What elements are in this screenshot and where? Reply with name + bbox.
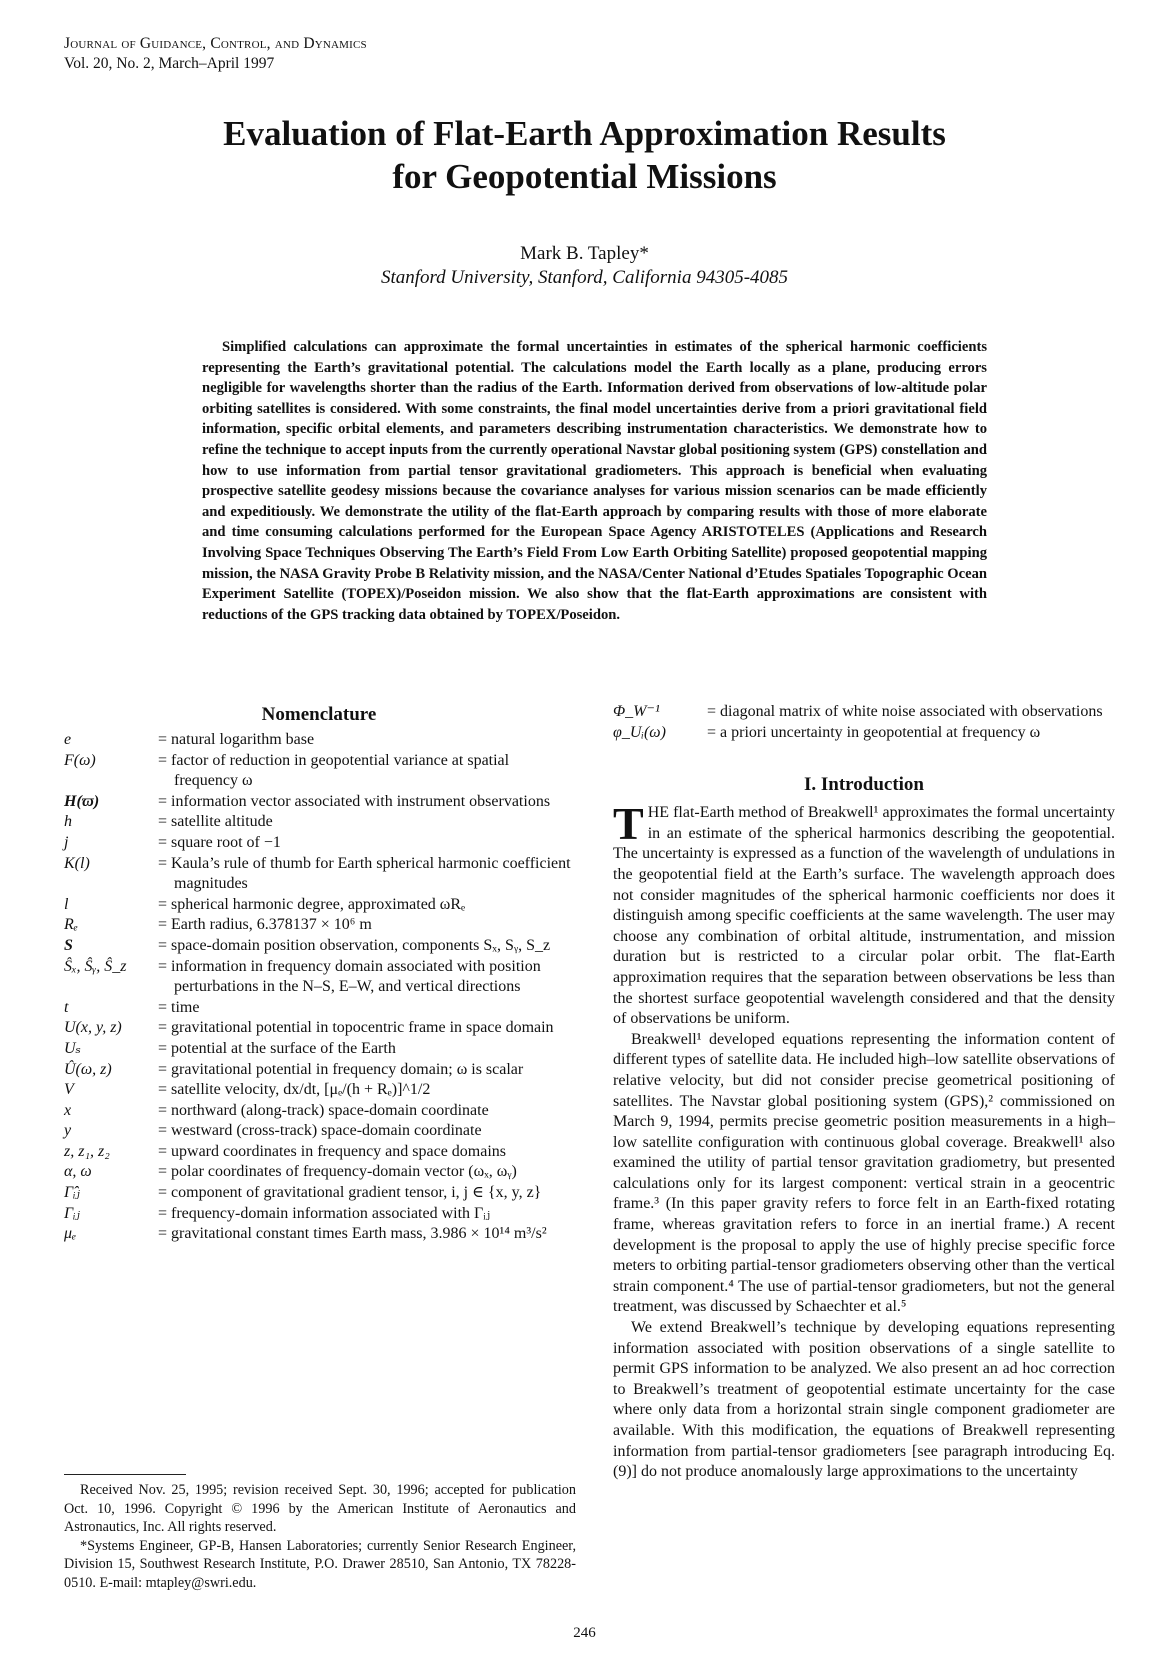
nomenclature-row (64, 792, 574, 813)
left-column (64, 702, 574, 1245)
nomenclature-row (64, 895, 574, 916)
journal-volume: Vol. 20, No. 2, March–April 1997 (64, 55, 275, 72)
nomenclature-definition: = gravitational constant times Earth mass, 3.986 × 10¹⁴ m³/s² (158, 1225, 547, 1243)
nomenclature-definition: = time (158, 998, 200, 1016)
nomenclature-symbol: Ŝₓ, Ŝᵧ, Ŝ_z (64, 957, 127, 975)
nomenclature-symbol: H(ϖ) (64, 792, 100, 810)
nomenclature-heading: Nomenclature (261, 704, 377, 725)
nomenclature-row (64, 1121, 574, 1142)
introduction-body (613, 798, 1115, 1483)
nomenclature-symbol: y (64, 1122, 72, 1140)
footnote-author: *Systems Engineer, GP-B, Hansen Laboratories; currently Senior Research Engineer, Division 15, Southwest Research Institute, P.O. Drawer 28510, San Antonio, TX 78228-0510. E-mail: mtapley@swri.edu. (64, 1537, 576, 1591)
nomenclature-list-continued (613, 702, 1115, 743)
author-affiliation: Stanford University, Stanford, California 94305-4085 (380, 267, 789, 288)
nomenclature-definition: = gravitational potential in topocentric frame in space domain (158, 1019, 554, 1037)
intro-paragraph-1-text: HE flat-Earth method of Breakwell¹ approximates the formal uncertainty in an estimate of the spherical harmonics describing the geopotential. The uncertainty is expressed as a function of the wavelength of undulations in the geopotential field at the Earth’s surface. The wavelength approach does not consider magnitudes of the spherical harmonic coefficients nor does it distinguish among specific coefficients at the same wavelength. The user may choose any combination of orbital altitude, instrumentation, and mission duration but is restricted to a circular polar orbit. The flat-Earth approximation requires that the separation between observations be less than the shortest surface geopotential wavelength considered and that the density of observations be uniform. (613, 804, 1115, 1028)
nomenclature-row (64, 1142, 574, 1163)
nomenclature-definition: = spherical harmonic degree, approximated ωRₑ (158, 895, 466, 913)
nomenclature-definition: = square root of −1 (158, 833, 281, 851)
nomenclature-symbol: U(x, y, z) (64, 1019, 122, 1037)
nomenclature-row (64, 1183, 574, 1204)
nomenclature-symbol: S (64, 936, 73, 954)
nomenclature-definition: = natural logarithm base (158, 731, 315, 748)
footnote-rule (64, 1474, 186, 1475)
nomenclature-symbol: x (64, 1101, 72, 1119)
nomenclature-row (64, 936, 574, 957)
nomenclature-symbol: Uₛ (64, 1039, 81, 1057)
nomenclature-definition: = Earth radius, 6.378137 × 10⁶ m (158, 916, 372, 934)
nomenclature-definition: = upward coordinates in frequency and space domains (158, 1142, 507, 1160)
nomenclature-row (64, 1101, 574, 1122)
nomenclature-definition: = Kaula’s rule of thumb for Earth spherical harmonic coefficient magnitudes (158, 854, 571, 893)
right-column (613, 702, 1115, 1483)
nomenclature-list (64, 730, 574, 1245)
nomenclature-symbol: K(l) (64, 854, 90, 872)
nomenclature-symbol: h (64, 813, 72, 831)
nomenclature-symbol: e (64, 731, 72, 748)
nomenclature-symbol: α, ω (64, 1163, 92, 1181)
introduction-heading: I. Introduction (803, 774, 924, 796)
nomenclature-row (64, 1204, 574, 1225)
nomenclature-row (64, 812, 574, 833)
nomenclature-row (64, 854, 574, 895)
footnote-received: Received Nov. 25, 1995; revision received Sept. 30, 1996; accepted for publication Oct. 10, 1996. Copyright © 1996 by the American Institute of Aeronautics and Astronautics, Inc. All rights reserved. (64, 1482, 576, 1535)
nomenclature-symbol: Rₑ (64, 916, 78, 934)
title-line-2: for Geopotential Missions (392, 157, 777, 196)
author-name: Mark B. Tapley* (520, 243, 649, 264)
intro-paragraph-2: Breakwell¹ developed equations representing the information content of different types of satellite data. He included high–low satellite observations of relative velocity, but did not consider precise geometrical positioning of satellites. The Navstar global positioning system (GPS),² commissioned on March 9, 1994, permits precise geometric position measurements in a high–low satellite configuration with continuous global coverage. Breakwell¹ also examined the utility of partial tensor gravitation gradiometry, but presented calculations only for its largest component: vertical strain in a geocentric frame.³ (In this paper gravity refers to force felt in an Earth-fixed rotating frame, whereas gravitation refers to force in an inertial frame.) A recent development is the proposal to apply the use of highly precise specific force meters to orbiting partial-tensor gradiometers observing other than the vertical strain component.⁴ The use of partial-tensor gradiometers, but not the general treatment, was discussed by Schaechter et al.⁵ (613, 1030, 1115, 1316)
nomenclature-definition: = gravitational potential in frequency domain; ω is scalar (158, 1060, 524, 1078)
nomenclature-symbol: j (64, 833, 69, 851)
nomenclature-symbol: Γ̂ᵢⱼ (64, 1184, 80, 1202)
drop-cap: T (613, 798, 644, 850)
nomenclature-definition: = factor of reduction in geopotential variance at spatial frequency ω (158, 751, 510, 790)
nomenclature-row (64, 730, 574, 751)
nomenclature-row (64, 1080, 574, 1101)
title-line-1: Evaluation of Flat-Earth Approximation Results (223, 114, 946, 153)
nomenclature-definition: = component of gravitational gradient tensor, i, j ∈ {x, y, z} (158, 1184, 542, 1202)
nomenclature-symbol: t (64, 998, 69, 1016)
nomenclature-row (64, 1018, 574, 1039)
nomenclature-symbol: l (64, 895, 69, 913)
nomenclature-row (613, 723, 1115, 744)
nomenclature-definition: = information in frequency domain associated with position perturbations in the N–S, E–W, and vertical directions (158, 957, 541, 996)
nomenclature-definition: = diagonal matrix of white noise associated with observations (707, 703, 1103, 720)
abstract: Simplified calculations can approximate the formal uncertainties in estimates of the spherical harmonic coefficients representing the Earth’s gravitational potential. The calculations model the Earth locally as a plane, producing errors negligible for wavelengths shorter than the radius of the Earth. Information derived from observations of low-altitude polar orbiting satellites is considered. With some constraints, the final model uncertainties derive from a priori gravitational field information, specific orbital elements, and parameters describing instrumentation characteristics. We demonstrate how to refine the technique to accept inputs from the currently operational Navstar global positioning system (GPS) constellation and how to use information from partial tensor gravitational gradiometers. This approach is beneficial when evaluating prospective satellite geodesy missions because the covariance analyses for various mission scenarios can be made efficiently and expeditiously. We demonstrate the utility of the flat-Earth approach by comparing results with those of more elaborate and time consuming calculations performed for the European Space Agency ARISTOTELES (Applications and Research Involving Space Techniques Observing The Earth’s Field From Low Earth Orbiting Satellite) proposed geopotential mapping mission, the NASA Gravity Probe B Relativity mission, and the NASA/Center National d’Etudes Spatiales Topographic Ocean Experiment Satellite (TOPEX)/Poseidon mission. We also show that the flat-Earth approximations are consistent with reductions of the GPS tracking data obtained by TOPEX/Poseidon. (202, 339, 987, 623)
nomenclature-symbol: Γᵢⱼ (64, 1204, 80, 1222)
nomenclature-definition: = northward (along-track) space-domain coordinate (158, 1101, 489, 1119)
nomenclature-definition: = westward (cross-track) space-domain coordinate (158, 1122, 482, 1140)
nomenclature-definition: = satellite velocity, dx/dt, [μₑ/(h + Rₑ)]^1/2 (158, 1081, 431, 1099)
nomenclature-definition: = satellite altitude (158, 813, 273, 831)
nomenclature-row (64, 1039, 574, 1060)
author-block (0, 242, 1169, 290)
nomenclature-row (64, 1060, 574, 1081)
nomenclature-row (64, 1162, 574, 1183)
nomenclature-symbol: φ_Uᵢ(ω) (613, 723, 666, 741)
nomenclature-row (613, 702, 1115, 723)
nomenclature-definition: = polar coordinates of frequency-domain vector (ωₓ, ωᵧ) (158, 1163, 517, 1181)
nomenclature-definition: = a priori uncertainty in geopotential at frequency ω (707, 723, 1041, 741)
nomenclature-symbol: z, z₁, z₂ (64, 1142, 110, 1160)
nomenclature-definition: = frequency-domain information associated with Γᵢⱼ (158, 1204, 491, 1222)
journal-header (64, 34, 367, 74)
nomenclature-definition: = potential at the surface of the Earth (158, 1039, 396, 1057)
nomenclature-symbol: Û(ω, z) (64, 1060, 112, 1078)
nomenclature-row (64, 915, 574, 936)
journal-name: Journal of Guidance, Control, and Dynamics (64, 35, 367, 52)
nomenclature-definition: = information vector associated with instrument observations (158, 792, 551, 810)
intro-paragraph-1 (613, 798, 1115, 1030)
nomenclature-symbol: μₑ (64, 1225, 77, 1243)
nomenclature-row (64, 957, 574, 998)
nomenclature-row (64, 751, 574, 792)
intro-paragraph-3: We extend Breakwell’s technique by developing equations representing information associated with position observations of a single satellite to permit GPS information to be analyzed. We also present an ad hoc correction to Breakwell’s treatment of geopotential estimate uncertainty for the case where only data from a horizontal strain single component gradiometer are available. With this modification, the equations of Breakwell representing information from partial-tensor gradiometers [see paragraph introducing Eq. (9)] do not produce anomalously large approximations to the uncertainty (613, 1319, 1115, 1481)
nomenclature-symbol: F(ω) (64, 751, 96, 769)
nomenclature-row (64, 833, 574, 854)
footnotes (64, 1474, 576, 1592)
nomenclature-definition: = space-domain position observation, components Sₓ, Sᵧ, S_z (158, 936, 551, 954)
paper-title (0, 112, 1169, 198)
nomenclature-symbol: V (64, 1081, 74, 1099)
nomenclature-row (64, 998, 574, 1019)
nomenclature-symbol: Φ_W⁻¹ (613, 703, 660, 720)
nomenclature-row (64, 1224, 574, 1245)
page-number: 246 (573, 1625, 596, 1641)
